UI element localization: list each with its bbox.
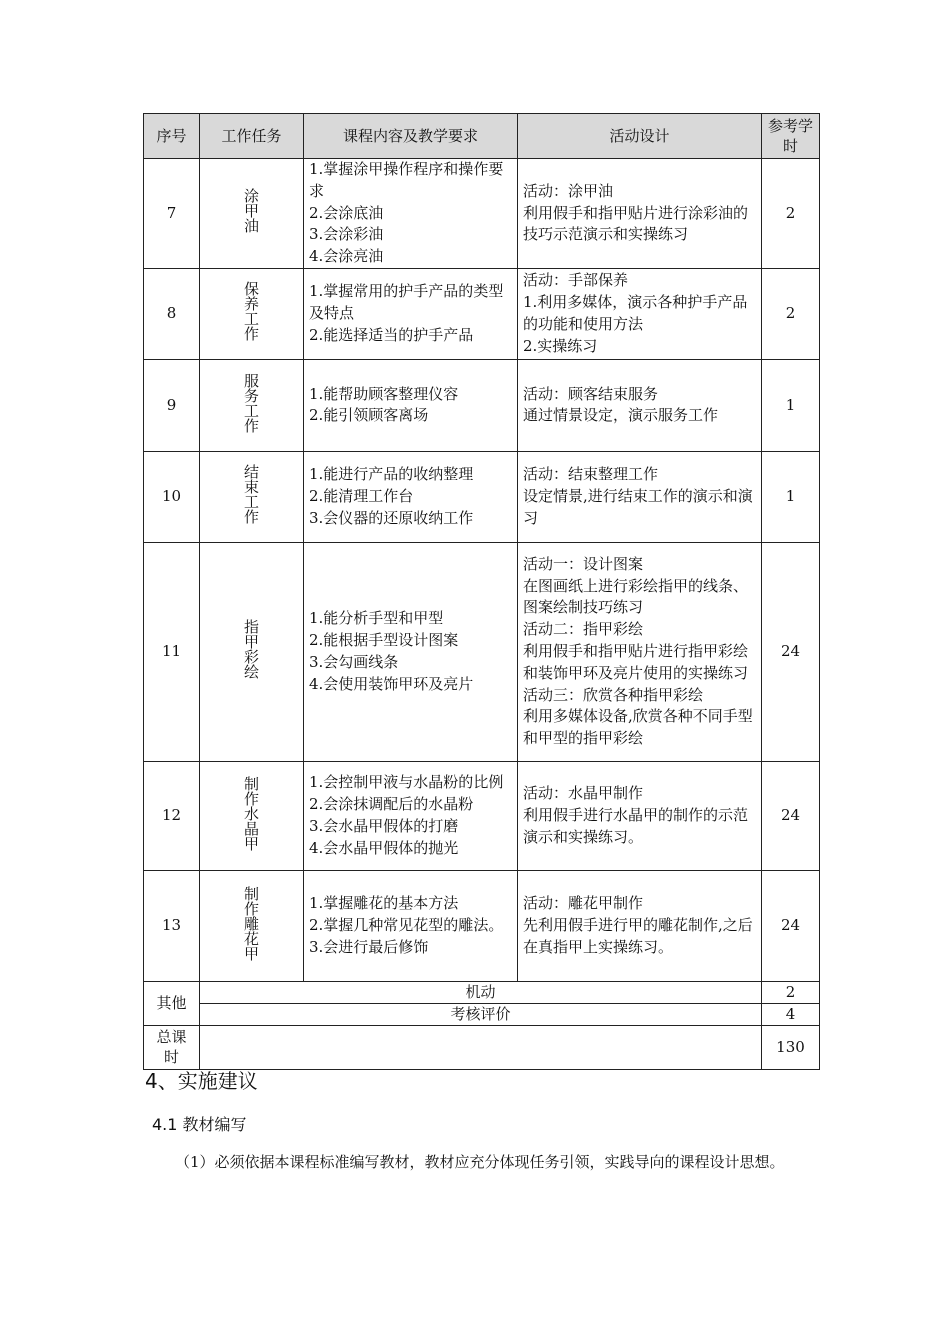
table-row bbox=[144, 451, 820, 542]
row-activity: 活动：雕花甲制作 先利用假手进行甲的雕花制作,之后在真指甲上实操练习。 bbox=[518, 870, 762, 981]
total-row bbox=[144, 1025, 820, 1069]
other-row bbox=[144, 1003, 820, 1025]
row-task: 制作水晶甲 bbox=[243, 774, 259, 853]
row-content: 1.能帮助顾客整理仪容 2.能引领顾客离场 bbox=[304, 359, 518, 451]
row-task: 制作雕花甲 bbox=[243, 884, 259, 963]
other-item-label: 考核评价 bbox=[200, 1003, 762, 1025]
row-num: 13 bbox=[144, 870, 200, 981]
row-task: 服务工作 bbox=[243, 371, 259, 435]
row-task: 结束工作 bbox=[243, 463, 259, 527]
section-heading: 4、实施建议 bbox=[145, 1069, 258, 1093]
header-content: 课程内容及教学要求 bbox=[304, 114, 518, 159]
row-content: 1.掌握常用的护手产品的类型及特点 2.能选择适当的护手产品 bbox=[304, 268, 518, 359]
subsection-heading: 4.1 教材编写 bbox=[152, 1115, 247, 1134]
row-num: 11 bbox=[144, 542, 200, 761]
row-task: 保养工作 bbox=[243, 280, 259, 344]
body-paragraph: （1）必须依据本课程标准编写教材，教材应充分体现任务引领，实践导向的课程设计思想。 bbox=[175, 1153, 785, 1171]
row-hours: 1 bbox=[762, 451, 820, 542]
other-item-hours: 4 bbox=[762, 1003, 820, 1025]
row-hours: 24 bbox=[762, 761, 820, 870]
row-num: 10 bbox=[144, 451, 200, 542]
table-row bbox=[144, 542, 820, 761]
row-activity: 活动：顾客结束服务 通过情景设定，演示服务工作 bbox=[518, 359, 762, 451]
table-row bbox=[144, 359, 820, 451]
header-num: 序号 bbox=[144, 114, 200, 159]
row-activity: 活动一：设计图案 在图画纸上进行彩绘指甲的线条、图案绘制技巧练习 活动二：指甲彩绘 利用假手和指甲贴片进行指甲彩绘和装饰甲环及亮片使用的实操练习 活动三：欣赏各种指甲彩绘 利用多媒体设备,欣赏各种不同手型和甲型的指甲彩绘 bbox=[518, 542, 762, 761]
total-empty-cell bbox=[200, 1025, 762, 1069]
total-hours: 130 bbox=[762, 1025, 820, 1069]
other-row bbox=[144, 981, 820, 1003]
row-hours: 24 bbox=[762, 542, 820, 761]
row-activity: 活动：涂甲油 利用假手和指甲贴片进行涂彩油的技巧示范演示和实操练习 bbox=[518, 159, 762, 269]
table-header-row bbox=[144, 114, 820, 159]
header-task: 工作任务 bbox=[200, 114, 304, 159]
row-num: 7 bbox=[144, 159, 200, 269]
row-task: 涂甲油 bbox=[243, 187, 259, 236]
table-row bbox=[144, 159, 820, 269]
header-activity: 活动设计 bbox=[518, 114, 762, 159]
row-activity: 活动：手部保养 1.利用多媒体，演示各种护手产品的功能和使用方法 2.实操练习 bbox=[518, 268, 762, 359]
other-item-hours: 2 bbox=[762, 981, 820, 1003]
table-row bbox=[144, 870, 820, 981]
row-activity: 活动：结束整理工作 设定情景,进行结束工作的演示和演习 bbox=[518, 451, 762, 542]
table-row bbox=[144, 268, 820, 359]
row-hours: 2 bbox=[762, 159, 820, 269]
row-content: 1.能进行产品的收纳整理 2.能清理工作台 3.会仪器的还原收纳工作 bbox=[304, 451, 518, 542]
header-hours: 参考学时 bbox=[762, 114, 820, 159]
row-num: 8 bbox=[144, 268, 200, 359]
row-content: 1.掌握涂甲操作程序和操作要求 2.会涂底油 3.会涂彩油 4.会涂亮油 bbox=[304, 159, 518, 269]
total-label: 总课时 bbox=[144, 1025, 200, 1069]
row-num: 9 bbox=[144, 359, 200, 451]
row-hours: 1 bbox=[762, 359, 820, 451]
row-hours: 2 bbox=[762, 268, 820, 359]
row-content: 1.掌握雕花的基本方法 2.掌握几种常见花型的雕法。 3.会进行最后修饰 bbox=[304, 870, 518, 981]
row-content: 1.会控制甲液与水晶粉的比例 2.会涂抹调配后的水晶粉 3.会水晶甲假体的打磨 4.会水晶甲假体的抛光 bbox=[304, 761, 518, 870]
course-table bbox=[143, 113, 820, 1070]
row-num: 12 bbox=[144, 761, 200, 870]
row-content: 1.能分析手型和甲型 2.能根据手型设计图案 3.会勾画线条 4.会使用装饰甲环及亮片 bbox=[304, 542, 518, 761]
table-row bbox=[144, 761, 820, 870]
other-item-label: 机动 bbox=[200, 981, 762, 1003]
row-hours: 24 bbox=[762, 870, 820, 981]
row-activity: 活动：水晶甲制作 利用假手进行水晶甲的制作的示范演示和实操练习。 bbox=[518, 761, 762, 870]
row-task: 指甲彩绘 bbox=[243, 618, 259, 682]
other-label: 其他 bbox=[144, 981, 200, 1025]
